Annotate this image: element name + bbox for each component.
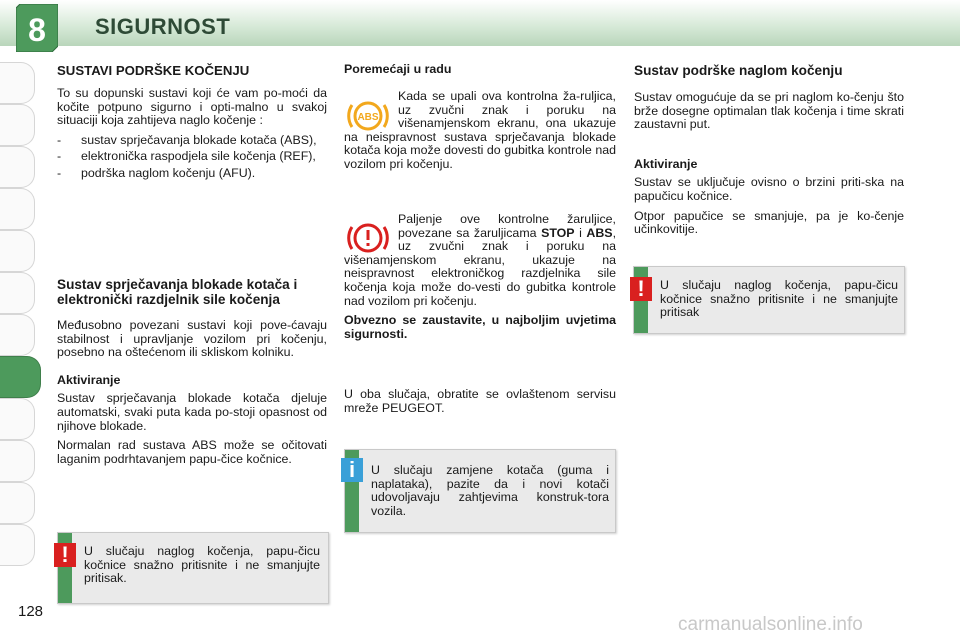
list-item: - podrška naglom kočenju (AFU). [57,165,256,180]
chapter-tab[interactable] [0,272,35,314]
warning-icon: ! [630,277,652,301]
warning-note-right [633,266,905,334]
activation-heading: Aktiviranje [57,372,121,387]
warning-note-text: U slučaju naglog kočenja, papu-čicu kočnice snažno pritisnite i ne smanjujte pritisak. [84,544,320,586]
afu-activation-paragraph: Sustav se uključuje ovisno o brzini priti-ska na papučicu kočnice. [634,175,904,203]
abs-paragraph: Međusobno povezani sustavi koji pove-ćavaju stabilnost i upravljanje vozilom pri kočenju, posebno na oštećenom ili skliskom kolniku. [57,318,327,360]
chapter-badge [16,4,58,52]
abs-fault-block [344,90,616,178]
abs-vibration-paragraph: Normalan rad sustava ABS može se očitovati laganim podrhtavanjem papu-čice kočnice. [57,438,327,466]
middle-column [344,63,616,77]
watermark: carmanualsonline.info [678,614,863,635]
info-note-text: U slučaju zamjene kotača (guma i naplataka), pazite da i novi kotači udovoljavaju zahtjevima konstruk-tora vozila. [371,463,609,518]
chapter-tab[interactable] [0,146,35,188]
list-item: - sustav sprječavanja blokade kotača (ABS), [57,132,317,147]
abs-fault-paragraph: Kada se upali ova kontrolna ža-ruljica, uz zvučni znak i poruku na višenamjenskom ekranu, ona ukazuje na neispravnost sustava sprječavanja blokade kotača koja može dovesti do gubitka kontrole nad vozilom pri kočenju. [344,89,616,171]
stop-lamp-label: STOP [541,225,575,240]
abs-lamp-label: ABS [357,112,379,123]
abs-heading: Sustav sprječavanja blokade kotača i elektronički razdjelnik sile kočenja [57,277,298,307]
stop-instruction: Obvezno se zaustavite, u najboljim uvjetima sigurnosti. [344,313,616,341]
chapter-tab[interactable] [0,482,35,524]
chapter-tab-active[interactable] [0,356,41,398]
ref-fault-block [344,213,616,347]
chapter-tab[interactable] [0,230,35,272]
afu-effect-paragraph: Otpor papučice se smanjuje, pa je ko-čenje učinkovitije. [634,208,904,237]
chapter-tab[interactable] [0,188,35,230]
left-column [57,63,327,184]
info-icon: i [341,458,363,482]
abs-lamp-ref: ABS [586,225,613,240]
section-title: SIGURNOST [95,14,231,39]
systems-list [57,134,327,181]
afu-activation-heading: Aktiviranje [634,156,698,171]
malfunction-heading: Poremećaji u radu [344,62,452,76]
chapter-tab[interactable] [0,524,35,566]
service-block [344,388,616,421]
chapter-tab[interactable] [0,398,35,440]
right-column [634,63,904,243]
afu-heading: Sustav podrške naglom kočenju [634,63,843,78]
warning-note-text: U slučaju naglog kočenja, papu-čicu kočnice snažno pritisnite i ne smanjujte pritisak [660,278,898,320]
chapter-number: 8 [28,12,46,48]
afu-paragraph: Sustav omogućuje da se pri naglom ko-čenju što brže dosegne optimalan tlak kočenja i time skrati zaustavni put. [634,90,904,132]
chapter-tab[interactable] [0,62,35,104]
chapter-tab[interactable] [0,440,35,482]
chapter-tab[interactable] [0,104,35,146]
section-heading: SUSTAVI PODRŠKE KOČENJU [57,63,250,78]
page-number: 128 [18,603,44,620]
activation-paragraph: Sustav sprječavanja blokade kotača djeluje automatski, svaki puta kada po-stoji opasnost od njihove blokade. [57,391,327,433]
info-note [344,449,616,533]
warning-note [57,532,329,604]
intro-paragraph: To su dopunski sustavi koji će vam po-moći da kočite potpuno sigurno i opti-malno u svakoj situaciji koja zahtijeva naglo kočenje : [57,86,327,128]
left-column-lower [57,277,327,472]
ref-fault-paragraph: Paljenje ove kontrolne žaruljice, povezane sa žaruljicama STOP i ABS, uz zvučni znak i poruku na višenamjenskom ekranu, ukazuje na neispravnost elektroničkog razdjelnika sile kočenja koja može do-vesti do gubitka kontrole nad vozilom pri kočenju. [344,212,617,308]
chapter-tab[interactable] [0,314,35,356]
warning-icon: ! [54,543,76,567]
list-item: - elektronička raspodjela sile kočenja (REF), [57,149,316,164]
service-paragraph: U oba slučaja, obratite se ovlaštenom servisu mreže PEUGEOT. [344,387,616,415]
